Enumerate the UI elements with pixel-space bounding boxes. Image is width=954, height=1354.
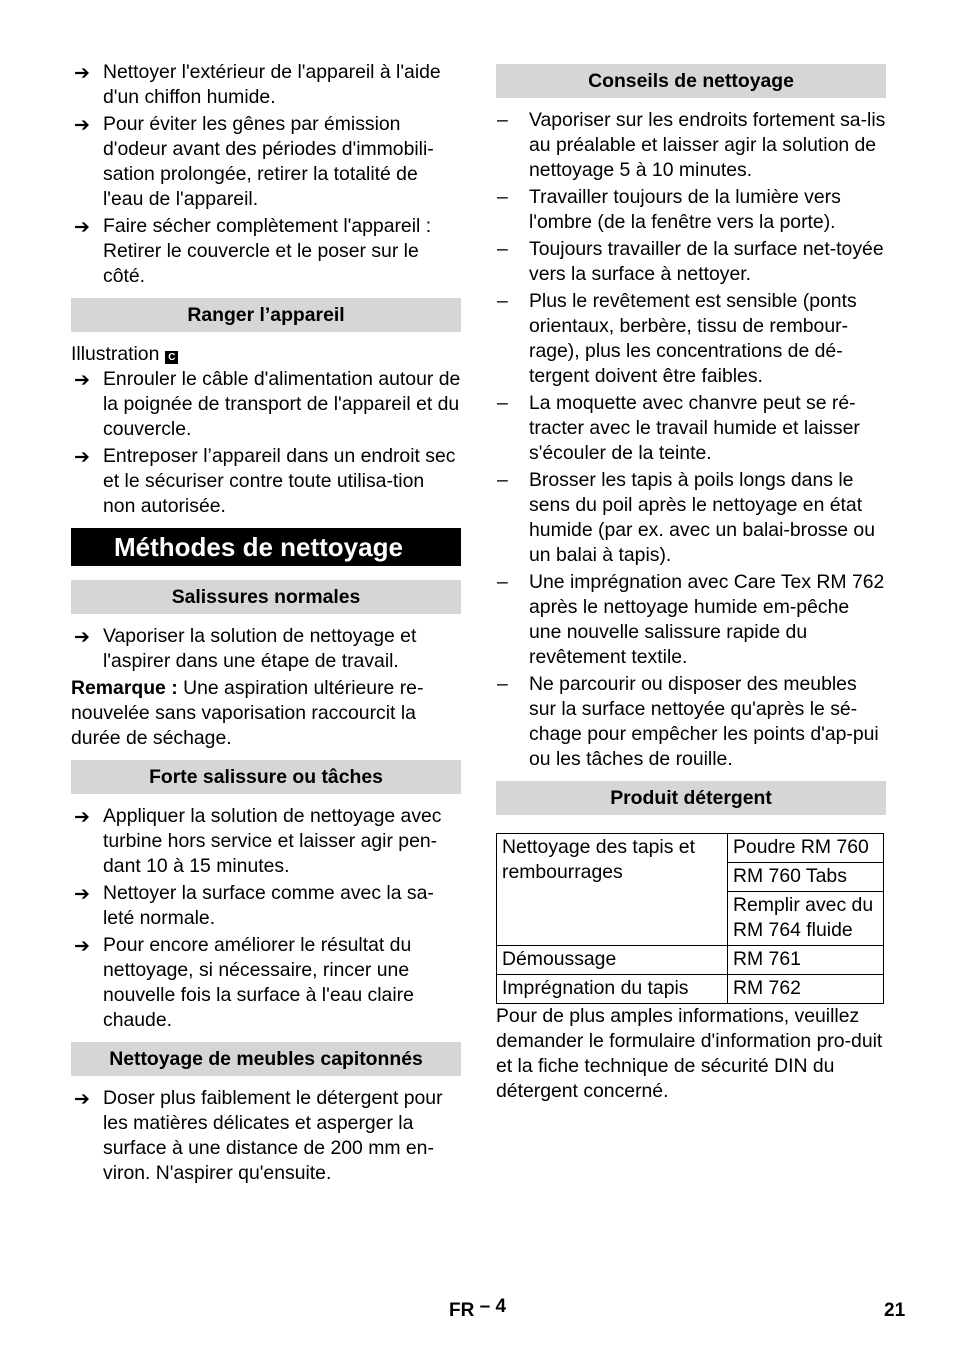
arrow-right-icon: ➔ [74, 935, 90, 957]
section-heading-forte: Forte salissure ou tâches [71, 760, 461, 794]
remark-label: Remarque : [71, 677, 178, 699]
section-heading-produit: Produit détergent [496, 781, 886, 815]
arrow-right-icon: ➔ [74, 626, 90, 648]
table-cell: RM 762 [728, 975, 884, 1004]
detergent-table [496, 833, 884, 1004]
dash-bullet-icon: – [497, 290, 508, 312]
arrow-right-icon: ➔ [74, 62, 90, 84]
list-item: ➔ Enrouler le câble d'alimentation autour de la poignée de transport de l'appareil et du couvercle. [74, 368, 461, 440]
table-cell: Démoussage [497, 946, 728, 975]
list-item: ➔ Appliquer la solution de nettoyage avec turbine hors service et laisser agir pen-dant 10 à 15 minutes. [74, 805, 442, 877]
dash-bullet-icon: – [497, 571, 508, 593]
list-item: – Une imprégnation avec Care Tex RM 762 après le nettoyage humide em-pêche une nouvelle salissure rapide du revêtement textile. [497, 571, 885, 668]
table-cell: RM 761 [728, 946, 884, 975]
arrow-right-icon: ➔ [74, 114, 90, 136]
intro-list [71, 60, 461, 289]
table-cell: Poudre RM 760 [728, 834, 884, 863]
dash-bullet-icon: – [497, 673, 508, 695]
arrow-right-icon: ➔ [74, 216, 90, 238]
list-item: ➔ Vaporiser la solution de nettoyage et l'aspirer dans une étape de travail. [74, 625, 417, 672]
arrow-right-icon: ➔ [74, 806, 90, 828]
table-cell: Remplir avec du RM 764 fluide [728, 892, 884, 946]
dash-bullet-icon: – [497, 469, 508, 491]
dash-bullet-icon: – [497, 392, 508, 414]
more-info-paragraph: Pour de plus amples informations, veuillez demander le formulaire d'information pro-duit et la fiche technique de sécurité DIN du détergent concerné. [496, 1005, 883, 1102]
arrow-right-icon: ➔ [74, 1088, 90, 1110]
section-heading-meubles: Nettoyage de meubles capitonnés [71, 1042, 461, 1076]
left-column [71, 60, 461, 1188]
chapter-heading-methodes: Méthodes de nettoyage [71, 528, 461, 566]
conseils-list [496, 108, 886, 772]
list-item: – Vaporiser sur les endroits fortement sa-lis au préalable et laisser agir la solution de nettoyage 5 à 10 minutes. [497, 109, 886, 181]
dash-bullet-icon: – [497, 186, 508, 208]
dash-bullet-icon: – [497, 109, 508, 131]
section-heading-salissures: Salissures normales [71, 580, 461, 614]
list-item: ➔ Faire sécher complètement l'appareil : Retirer le couvercle et le poser sur le côté. [74, 215, 432, 287]
illustration-letter-badge: C [165, 351, 178, 364]
list-item: ➔ Pour encore améliorer le résultat du nettoyage, si nécessaire, rincer une nouvelle fois la surface à l'eau claire chaude. [74, 934, 414, 1031]
illustration-ref: Illustration C [71, 342, 461, 367]
dash-bullet-icon: – [497, 238, 508, 260]
list-item: – Toujours travailler de la surface net-toyée vers la surface à nettoyer. [497, 238, 884, 285]
list-item: – Brosser les tapis à poils longs dans le sens du poil après le nettoyage en état humide (par ex. avec un balai-brosse ou un balai à tapis). [497, 469, 875, 566]
table-cell: RM 760 Tabs [728, 863, 884, 892]
section-heading-ranger: Ranger l’appareil [71, 298, 461, 332]
list-item: ➔ Doser plus faiblement le détergent pour les matières délicates et asperger la surface à une distance de 200 mm en-viron. N'aspirer qu'ensuite. [74, 1087, 443, 1184]
footer-section-label: FR – 4 [449, 1296, 507, 1321]
arrow-right-icon: ➔ [74, 883, 90, 905]
page-number: 21 [884, 1300, 906, 1321]
list-item: ➔ Pour éviter les gênes par émission d'odeur avant des périodes d'immobili-sation prolongée, retirer la totalité de l'eau de l'appareil. [74, 113, 434, 210]
table-cell: Nettoyage des tapis et rembourrages [497, 834, 728, 946]
arrow-right-icon: ➔ [74, 446, 90, 468]
list-item: ➔ Entreposer l’appareil dans un endroit sec et le sécuriser contre toute utilisa-tion non autorisée. [74, 445, 456, 517]
list-item: – Travailler toujours de la lumière vers l'ombre (de la fenêtre vers la porte). [497, 186, 841, 233]
list-item: – Ne parcourir ou disposer des meubles sur la surface nettoyée qu'après le sé-chage pour empêcher les points d'ap-pui ou les tâches de rouille. [497, 673, 879, 770]
list-item: ➔ Nettoyer l'extérieur de l'appareil à l'aide d'un chiffon humide. [74, 61, 441, 108]
list-item: ➔ Nettoyer la surface comme avec la sa-leté normale. [74, 882, 434, 929]
table-row [497, 946, 884, 975]
table-row [497, 834, 884, 863]
table-cell: Imprégnation du tapis [497, 975, 728, 1004]
section-heading-conseils: Conseils de nettoyage [496, 64, 886, 98]
arrow-right-icon: ➔ [74, 369, 90, 391]
table-row [497, 975, 884, 1004]
right-column [496, 60, 886, 1104]
remark-paragraph: Remarque : Une aspiration ultérieure re-nouvelée sans vaporisation raccourcit la durée de séchage. [71, 677, 424, 749]
list-item: – Plus le revêtement est sensible (ponts orientaux, berbère, tissu de rembour-rage), plus les concentrations de dé-tergent doivent être faibles. [497, 290, 857, 387]
list-item: – La moquette avec chanvre peut se ré-tracter avec le travail humide et laisser s'écouler de la teinte. [497, 392, 860, 464]
